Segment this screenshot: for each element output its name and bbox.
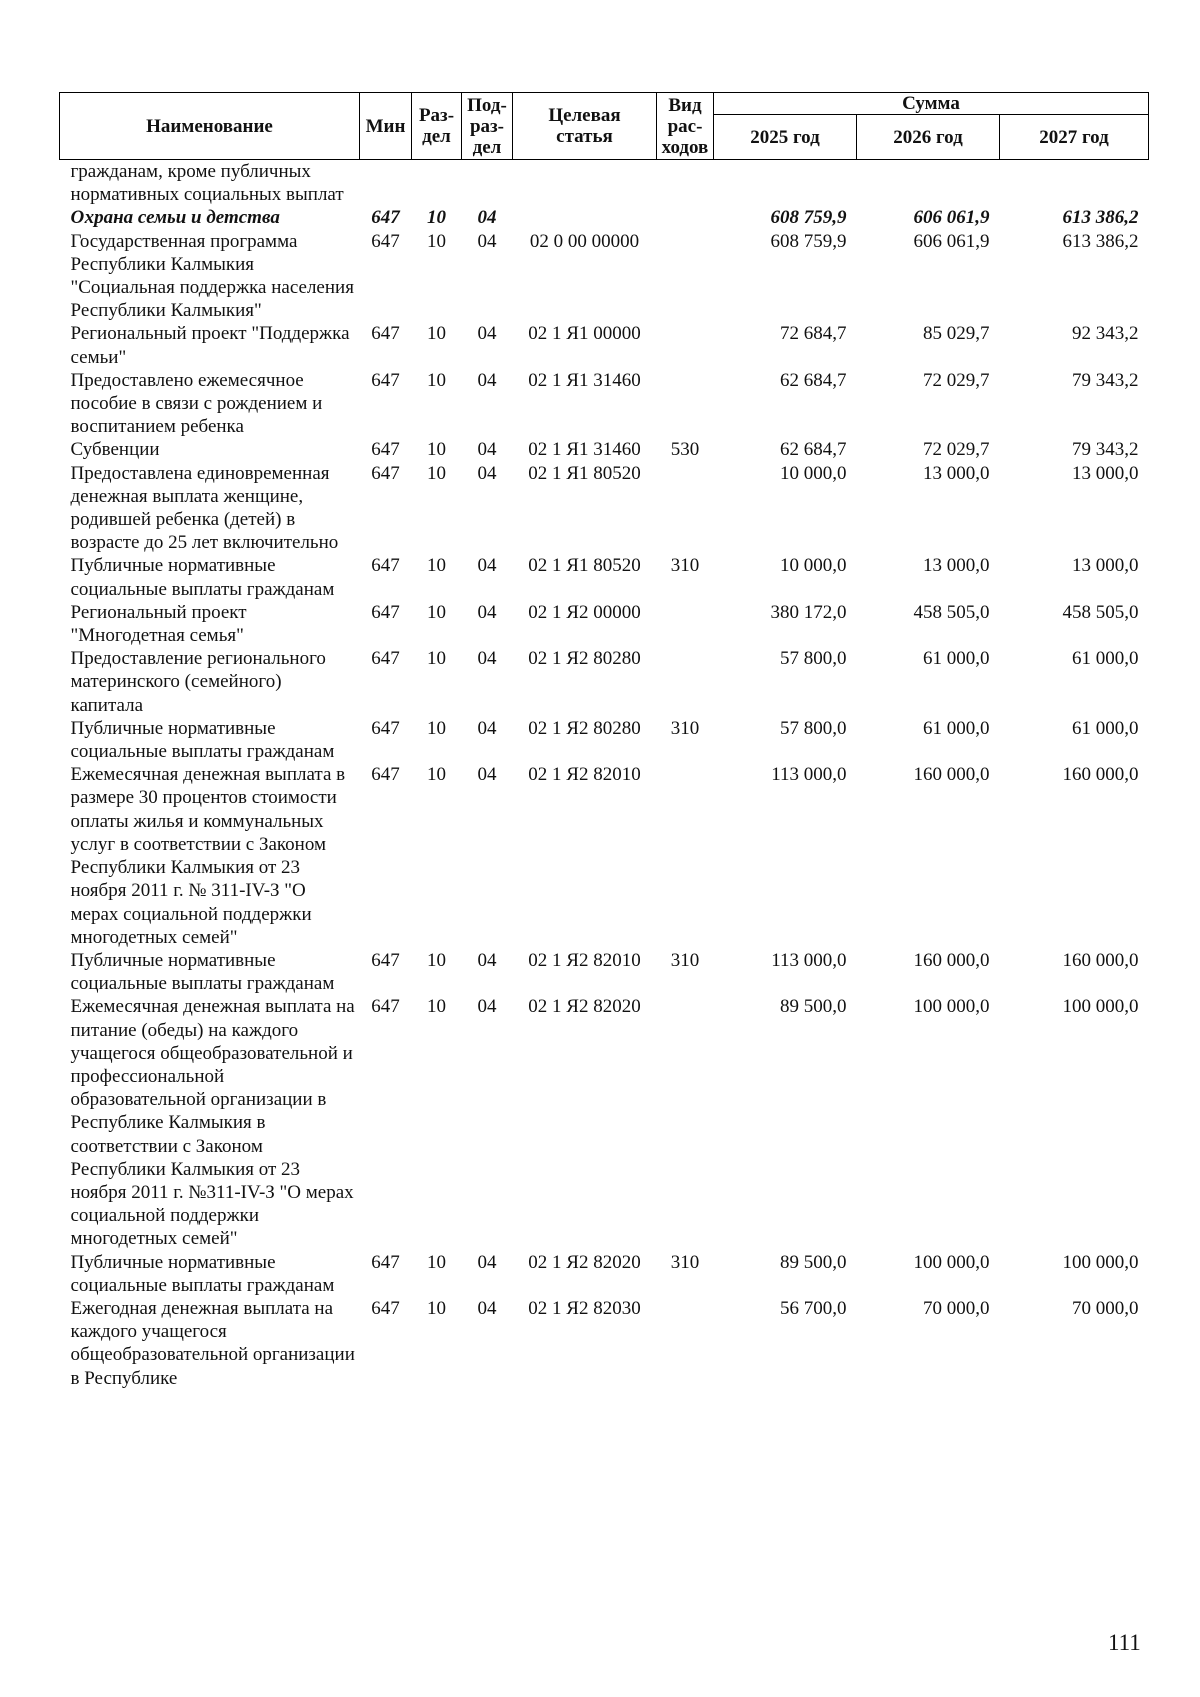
- table-row: [60, 1297, 1149, 1390]
- row-podrazdel: 04: [477, 949, 497, 971]
- row-podrazdel: 04: [477, 648, 497, 670]
- table-body: [60, 160, 1149, 1390]
- row-name: Региональный проект "Многодетная семья": [70, 601, 247, 647]
- row-celevaya: 02 1 Я2 00000: [528, 601, 641, 623]
- row-razdel: 10: [427, 323, 446, 345]
- row-vid: 310: [670, 555, 700, 577]
- row-min: 647: [371, 764, 400, 786]
- row-sum-2027: 92 343,2: [1072, 323, 1139, 345]
- row-name: Ежемесячная денежная выплата в размере 30 процентов стоимости оплаты жилья и коммунальных услуг в соответствии с Законом Республики Калмыкия от 23 ноября 2011 г. № 311-IV-З "О мерах социальной поддержки многодетных семей": [70, 764, 346, 948]
- row-razdel: 10: [427, 996, 446, 1018]
- row-sum-2027: [1000, 160, 1149, 207]
- row-name: Предоставление регионального материнского (семейного) капитала: [70, 648, 326, 716]
- header-podrazdel: Под- раз- дел: [462, 93, 513, 160]
- row-sum-2025: 380 172,0: [770, 601, 847, 623]
- table-row: [60, 438, 1149, 461]
- row-sum-2026: 160 000,0: [913, 949, 990, 971]
- table-row: [60, 1251, 1149, 1297]
- row-name: Ежемесячная денежная выплата на питание (обеды) на каждого учащегося общеобразовательной и профессиональной образовательной организации в Республике Калмыкия в соответствии с Законом Республики Калмыкия от 23 ноября 2011 г. №311-IV-З "О мерах социальной поддержки многодетных семей": [70, 996, 355, 1250]
- row-vid: [657, 462, 714, 555]
- header-vid: Вид рас- ходов: [657, 93, 714, 160]
- row-podrazdel: 04: [477, 230, 497, 252]
- row-razdel: 10: [427, 601, 446, 623]
- row-podrazdel: 04: [477, 555, 497, 577]
- row-min: 647: [371, 949, 400, 971]
- table-row: [60, 995, 1149, 1250]
- row-vid: [657, 230, 714, 323]
- row-min: [360, 160, 412, 207]
- row-celevaya: [513, 206, 657, 229]
- row-min: 647: [371, 717, 400, 739]
- header-summa: Сумма: [714, 93, 1149, 115]
- row-sum-2025: 113 000,0: [771, 949, 847, 971]
- row-razdel: 10: [427, 1297, 446, 1319]
- row-celevaya: 02 1 Я1 00000: [528, 323, 641, 345]
- page-number: 111: [1108, 1630, 1141, 1655]
- table-row: [60, 949, 1149, 995]
- table-row: [60, 763, 1149, 949]
- table-row: [60, 230, 1149, 323]
- row-celevaya: 02 1 Я2 82030: [528, 1297, 641, 1319]
- row-sum-2025: 62 684,7: [780, 369, 847, 391]
- row-sum-2027: 61 000,0: [1072, 717, 1139, 739]
- row-vid: [657, 995, 714, 1250]
- header-celevaya: Целевая статья: [513, 93, 657, 160]
- row-name: Региональный проект "Поддержка семьи": [70, 323, 350, 368]
- row-razdel: 10: [427, 369, 446, 391]
- row-sum-2027: 79 343,2: [1072, 369, 1139, 391]
- row-sum-2025: 62 684,7: [780, 439, 847, 461]
- row-celevaya: 02 1 Я2 82010: [528, 949, 641, 971]
- row-sum-2027: 100 000,0: [1062, 996, 1139, 1018]
- row-vid: [657, 369, 714, 439]
- row-vid: [657, 763, 714, 949]
- row-sum-2026: 70 000,0: [923, 1297, 990, 1319]
- header-year-2025: 2025 год: [714, 115, 857, 160]
- row-name: Предоставлено ежемесячное пособие в связи с рождением и воспитанием ребенка: [70, 369, 323, 438]
- row-min: 647: [371, 555, 400, 577]
- row-sum-2025: 10 000,0: [780, 462, 847, 484]
- row-vid: 310: [670, 1251, 700, 1273]
- row-sum-2025: 113 000,0: [771, 764, 847, 786]
- row-sum-2027: 61 000,0: [1072, 648, 1139, 670]
- row-celevaya: 02 1 Я2 80280: [528, 717, 641, 739]
- row-podrazdel: 04: [477, 439, 497, 461]
- table-row: [60, 322, 1149, 368]
- row-sum-2027: 100 000,0: [1062, 1251, 1139, 1273]
- row-sum-2026: 85 029,7: [923, 323, 990, 345]
- row-name: Ежегодная денежная выплата на каждого учащегося общеобразовательной организации в Республике: [70, 1297, 355, 1389]
- row-sum-2026: 72 029,7: [923, 439, 990, 461]
- row-min: 647: [371, 1251, 400, 1273]
- table-row: [60, 369, 1149, 439]
- row-sum-2025: 72 684,7: [780, 323, 847, 345]
- document-page: [59, 92, 1148, 1390]
- row-min: 647: [371, 369, 400, 391]
- row-vid: [657, 206, 714, 229]
- row-sum-2025: 89 500,0: [780, 996, 847, 1018]
- row-razdel: 10: [427, 648, 446, 670]
- row-sum-2026: 606 061,9: [913, 207, 990, 229]
- row-celevaya: 02 0 00 00000: [529, 230, 640, 252]
- row-podrazdel: 04: [477, 207, 497, 229]
- row-sum-2027: 13 000,0: [1072, 555, 1139, 577]
- row-sum-2026: 160 000,0: [913, 764, 990, 786]
- row-vid: [657, 601, 714, 647]
- row-podrazdel: 04: [477, 717, 497, 739]
- row-sum-2026: 100 000,0: [913, 996, 990, 1018]
- row-name: Публичные нормативные социальные выплаты гражданам: [70, 949, 335, 995]
- row-sum-2025: 57 800,0: [780, 717, 847, 739]
- header-min: Мин: [360, 93, 412, 160]
- row-vid: [657, 647, 714, 717]
- row-min: 647: [371, 230, 400, 252]
- row-podrazdel: 04: [477, 1297, 497, 1319]
- row-name: Государственная программа Республики Калмыкия "Социальная поддержка населения Республики Калмыкия": [70, 230, 354, 322]
- row-razdel: 10: [427, 207, 446, 229]
- header-year-2026: 2026 год: [857, 115, 1000, 160]
- table-row: [60, 647, 1149, 717]
- row-celevaya: 02 1 Я2 82020: [528, 996, 641, 1018]
- row-podrazdel: 04: [477, 1251, 497, 1273]
- row-celevaya: 02 1 Я2 82020: [528, 1251, 641, 1273]
- row-min: 647: [371, 996, 400, 1018]
- table-row: [60, 462, 1149, 555]
- row-sum-2027: 458 505,0: [1062, 601, 1139, 623]
- row-sum-2026: 458 505,0: [913, 601, 990, 623]
- row-min: 647: [371, 648, 400, 670]
- row-sum-2027: 613 386,2: [1062, 230, 1139, 252]
- header-razdel: Раз- дел: [412, 93, 462, 160]
- row-sum-2025: 608 759,9: [770, 230, 847, 252]
- row-min: 647: [371, 1297, 400, 1319]
- row-vid: [657, 322, 714, 368]
- row-name: гражданам, кроме публичных нормативных социальных выплат: [70, 161, 344, 206]
- row-celevaya: 02 1 Я1 31460: [528, 439, 641, 461]
- row-sum-2027: 160 000,0: [1062, 949, 1139, 971]
- row-celevaya: [513, 160, 657, 207]
- row-razdel: 10: [427, 717, 446, 739]
- row-podrazdel: 04: [477, 996, 497, 1018]
- row-min: 647: [371, 207, 400, 229]
- row-sum-2027: 160 000,0: [1062, 764, 1139, 786]
- row-razdel: 10: [427, 764, 446, 786]
- row-sum-2026: 13 000,0: [923, 462, 990, 484]
- row-podrazdel: 04: [477, 601, 497, 623]
- row-podrazdel: 04: [477, 462, 497, 484]
- row-vid: [657, 160, 714, 207]
- row-podrazdel: 04: [477, 764, 497, 786]
- row-name: Публичные нормативные социальные выплаты гражданам: [70, 717, 335, 763]
- row-celevaya: 02 1 Я2 80280: [528, 648, 641, 670]
- budget-table: [59, 92, 1149, 1390]
- row-sum-2025: [714, 160, 857, 207]
- table-row: [60, 717, 1149, 763]
- row-min: 647: [371, 601, 400, 623]
- header-name: Наименование: [60, 93, 360, 160]
- row-sum-2025: 57 800,0: [780, 648, 847, 670]
- table-row: [60, 601, 1149, 647]
- table-row: [60, 554, 1149, 600]
- row-vid: 530: [670, 439, 700, 461]
- row-sum-2026: [857, 160, 1000, 207]
- row-sum-2027: 613 386,2: [1062, 207, 1139, 229]
- row-razdel: 10: [427, 1251, 446, 1273]
- row-podrazdel: 04: [477, 323, 497, 345]
- row-name: Охрана семьи и детства: [70, 207, 280, 229]
- row-name: Предоставлена единовременная денежная выплата женщине, родившей ребенка (детей) в возрасте до 25 лет включительно: [70, 462, 339, 554]
- row-min: 647: [371, 323, 400, 345]
- row-vid: [657, 1297, 714, 1390]
- row-name: Публичные нормативные социальные выплаты гражданам: [70, 1251, 335, 1296]
- row-name: Субвенции: [70, 439, 160, 461]
- row-sum-2026: 100 000,0: [913, 1251, 990, 1273]
- row-sum-2027: 70 000,0: [1072, 1297, 1139, 1319]
- row-razdel: 10: [427, 462, 446, 484]
- row-min: 647: [371, 439, 400, 461]
- row-celevaya: 02 1 Я1 31460: [528, 369, 641, 391]
- row-sum-2025: 56 700,0: [780, 1297, 847, 1319]
- row-sum-2026: 61 000,0: [923, 648, 990, 670]
- row-celevaya: 02 1 Я1 80520: [528, 555, 641, 577]
- row-celevaya: 02 1 Я2 82010: [528, 764, 641, 786]
- row-sum-2026: 606 061,9: [913, 230, 990, 252]
- row-sum-2025: 608 759,9: [770, 207, 847, 229]
- row-vid: 310: [670, 949, 700, 971]
- row-sum-2026: 61 000,0: [923, 717, 990, 739]
- header-year-2027: 2027 год: [1000, 115, 1149, 160]
- table-row: [60, 160, 1149, 207]
- row-celevaya: 02 1 Я1 80520: [528, 462, 641, 484]
- row-sum-2026: 72 029,7: [923, 369, 990, 391]
- row-podrazdel: [462, 160, 513, 207]
- row-razdel: 10: [427, 555, 446, 577]
- table-row: [60, 206, 1149, 229]
- row-sum-2026: 13 000,0: [923, 555, 990, 577]
- row-min: 647: [371, 462, 400, 484]
- row-razdel: [412, 160, 462, 207]
- row-sum-2027: 79 343,2: [1072, 439, 1139, 461]
- row-sum-2027: 13 000,0: [1072, 462, 1139, 484]
- row-name: Публичные нормативные социальные выплаты гражданам: [70, 555, 335, 600]
- row-razdel: 10: [427, 230, 446, 252]
- row-razdel: 10: [427, 439, 446, 461]
- row-razdel: 10: [427, 949, 446, 971]
- row-podrazdel: 04: [477, 369, 497, 391]
- table-header: [60, 93, 1149, 160]
- row-sum-2025: 89 500,0: [780, 1251, 847, 1273]
- row-vid: 310: [670, 717, 700, 739]
- row-sum-2025: 10 000,0: [780, 555, 847, 577]
